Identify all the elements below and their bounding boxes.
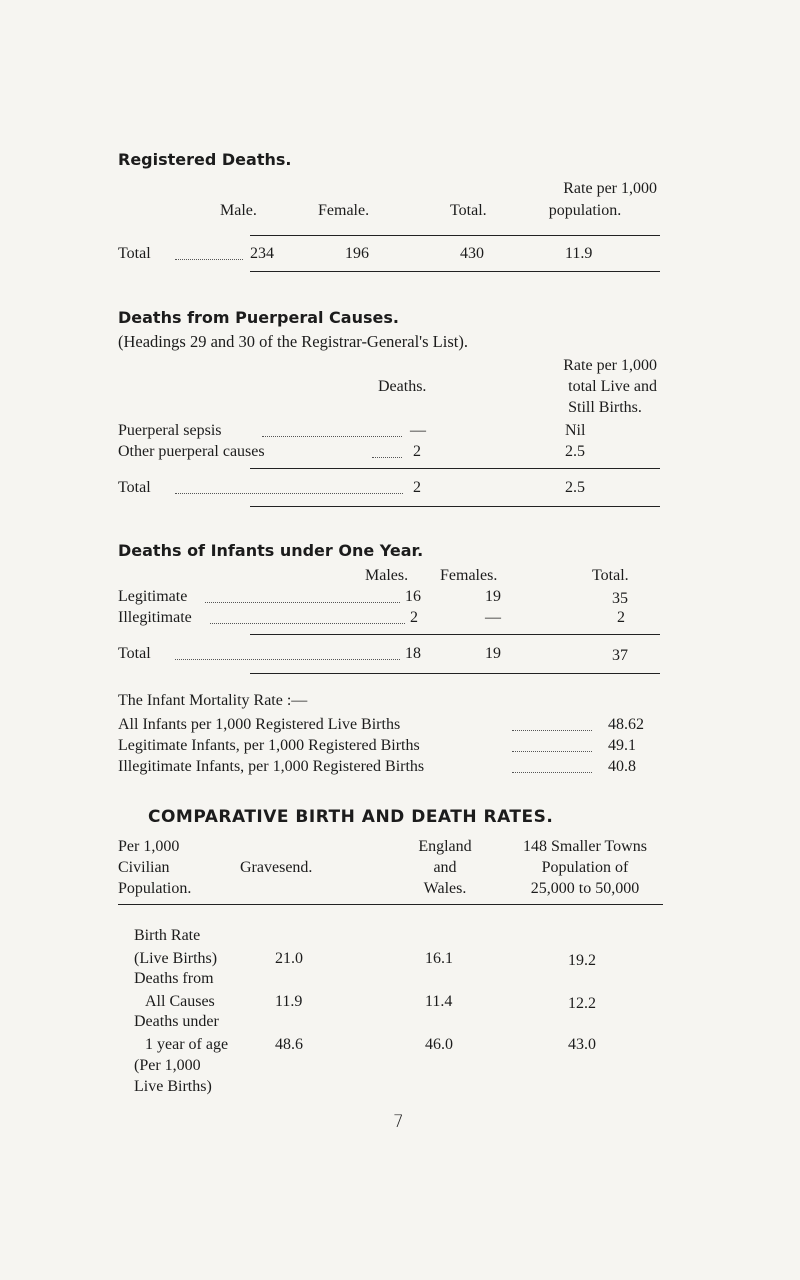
infants-row-total: 35 bbox=[612, 590, 628, 607]
comparative-header-rule bbox=[118, 904, 663, 905]
infants-row-dots bbox=[210, 623, 405, 624]
comparative-header-england-l2: and bbox=[433, 859, 457, 876]
comparative-row-england: 16.1 bbox=[425, 950, 453, 967]
comparative-row-towns: 43.0 bbox=[568, 1036, 596, 1053]
comparative-row-label-l1: Birth Rate bbox=[134, 927, 201, 944]
page-number: 7 bbox=[393, 1112, 404, 1132]
comparative-row-label-l4: Live Births) bbox=[134, 1078, 212, 1095]
puerperal-row-dots bbox=[262, 436, 402, 437]
mortality-row-dots bbox=[512, 772, 592, 773]
infants-total-total: 37 bbox=[612, 647, 628, 664]
comparative-row-gravesend: 48.6 bbox=[275, 1036, 303, 1053]
comparative-row-label-l1: Deaths from bbox=[134, 970, 214, 987]
mortality-row-value: 49.1 bbox=[608, 737, 636, 754]
infants-top-rule bbox=[250, 634, 660, 635]
mortality-row-dots bbox=[512, 730, 592, 731]
puerperal-deaths-header: Deaths. bbox=[378, 378, 427, 395]
puerperal-row-label: Other puerperal causes bbox=[118, 443, 265, 460]
comparative-header-england-l3: Wales. bbox=[423, 880, 467, 897]
comparative-row-towns: 12.2 bbox=[568, 995, 596, 1012]
puerperal-row-rate: 2.5 bbox=[565, 443, 585, 460]
comparative-header-gravesend: Gravesend. bbox=[240, 859, 313, 876]
infants-row-total: 2 bbox=[617, 609, 625, 626]
infants-bottom-rule bbox=[250, 673, 660, 674]
infants-males-header: Males. bbox=[365, 567, 409, 584]
mortality-row-label: Illegitimate Infants, per 1,000 Registered Births bbox=[118, 758, 425, 775]
puerperal-row-label: Puerperal sepsis bbox=[118, 422, 222, 439]
puerperal-row-deaths: — bbox=[410, 422, 426, 439]
infants-row-females: — bbox=[485, 609, 501, 626]
comparative-row-label-l2: 1 year of age bbox=[145, 1036, 229, 1053]
infants-row-label: Illegitimate bbox=[118, 609, 192, 626]
comparative-row-england: 11.4 bbox=[425, 993, 453, 1010]
puerperal-rate-header-l1: Rate per 1,000 bbox=[563, 357, 657, 374]
puerperal-row-rate: Nil bbox=[565, 422, 586, 439]
infants-row-dots bbox=[205, 602, 400, 603]
comparative-row-towns: 19.2 bbox=[568, 952, 596, 969]
mortality-row-value: 48.62 bbox=[608, 716, 644, 733]
mortality-intro: The Infant Mortality Rate :— bbox=[118, 692, 308, 709]
mortality-row-dots bbox=[512, 751, 592, 752]
registered-rate-header-l1: Rate per 1,000 bbox=[563, 180, 657, 197]
comparative-title: COMPARATIVE BIRTH AND DEATH RATES. bbox=[148, 807, 554, 827]
puerperal-row-deaths: 2 bbox=[413, 443, 421, 460]
puerperal-row-dots bbox=[372, 457, 402, 458]
comparative-header-towns-l2: Population of bbox=[541, 859, 629, 876]
infants-row-males: 16 bbox=[405, 588, 421, 605]
registered-total-value: 430 bbox=[460, 245, 484, 262]
registered-top-rule bbox=[250, 235, 660, 236]
comparative-row-label-l1: Deaths under bbox=[134, 1013, 219, 1030]
infants-row-females: 19 bbox=[485, 588, 501, 605]
mortality-row-label: Legitimate Infants, per 1,000 Registered Births bbox=[118, 737, 420, 754]
comparative-row-label-l2: (Live Births) bbox=[134, 950, 218, 967]
comparative-header-c1-l3: Population. bbox=[118, 880, 192, 897]
mortality-row-label: All Infants per 1,000 Registered Live Births bbox=[118, 716, 401, 733]
registered-deaths-title: Registered Deaths. bbox=[118, 150, 292, 169]
comparative-row-label-l3: (Per 1,000 bbox=[134, 1057, 201, 1074]
infants-row-males: 2 bbox=[410, 609, 418, 626]
infants-total-label: Total bbox=[118, 645, 151, 662]
registered-bottom-rule bbox=[250, 271, 660, 272]
mortality-row-value: 40.8 bbox=[608, 758, 636, 775]
registered-male-header: Male. bbox=[220, 202, 257, 219]
puerperal-total-deaths: 2 bbox=[413, 479, 421, 496]
registered-male-value: 234 bbox=[250, 245, 274, 262]
puerperal-bottom-rule bbox=[250, 506, 660, 507]
comparative-header-c1-l2: Civilian bbox=[118, 859, 170, 876]
infants-females-header: Females. bbox=[440, 567, 498, 584]
registered-rate-header-l2: population. bbox=[548, 202, 622, 219]
infants-title: Deaths of Infants under One Year. bbox=[118, 541, 424, 560]
comparative-header-towns-l3: 25,000 to 50,000 bbox=[530, 880, 640, 897]
comparative-header-england-l1: England bbox=[418, 838, 472, 855]
puerperal-title: Deaths from Puerperal Causes. bbox=[118, 308, 399, 327]
infants-total-males: 18 bbox=[405, 645, 421, 662]
infants-total-dots bbox=[175, 659, 400, 660]
registered-total-label: Total bbox=[118, 245, 151, 262]
puerperal-subtitle: (Headings 29 and 30 of the Registrar-General's List). bbox=[118, 332, 468, 351]
puerperal-rate-header-l2: total Live and bbox=[568, 378, 657, 395]
comparative-header-towns-l1: 148 Smaller Towns bbox=[523, 838, 647, 855]
comparative-header-c1-l1: Per 1,000 bbox=[118, 838, 180, 855]
infants-total-females: 19 bbox=[485, 645, 501, 662]
puerperal-total-dots bbox=[175, 493, 403, 494]
comparative-row-gravesend: 11.9 bbox=[275, 993, 303, 1010]
registered-rate-value: 11.9 bbox=[565, 245, 593, 262]
comparative-row-england: 46.0 bbox=[425, 1036, 453, 1053]
puerperal-total-label: Total bbox=[118, 479, 151, 496]
comparative-row-label-l2: All Causes bbox=[145, 993, 215, 1010]
puerperal-top-rule bbox=[250, 468, 660, 469]
registered-female-header: Female. bbox=[318, 202, 370, 219]
infants-row-label: Legitimate bbox=[118, 588, 188, 605]
registered-female-value: 196 bbox=[345, 245, 369, 262]
infants-total-header: Total. bbox=[592, 567, 629, 584]
puerperal-total-rate: 2.5 bbox=[565, 479, 585, 496]
puerperal-rate-header-l3: Still Births. bbox=[568, 399, 642, 416]
registered-total-header: Total. bbox=[450, 202, 487, 219]
comparative-row-gravesend: 21.0 bbox=[275, 950, 303, 967]
registered-leader-dots bbox=[175, 259, 243, 260]
